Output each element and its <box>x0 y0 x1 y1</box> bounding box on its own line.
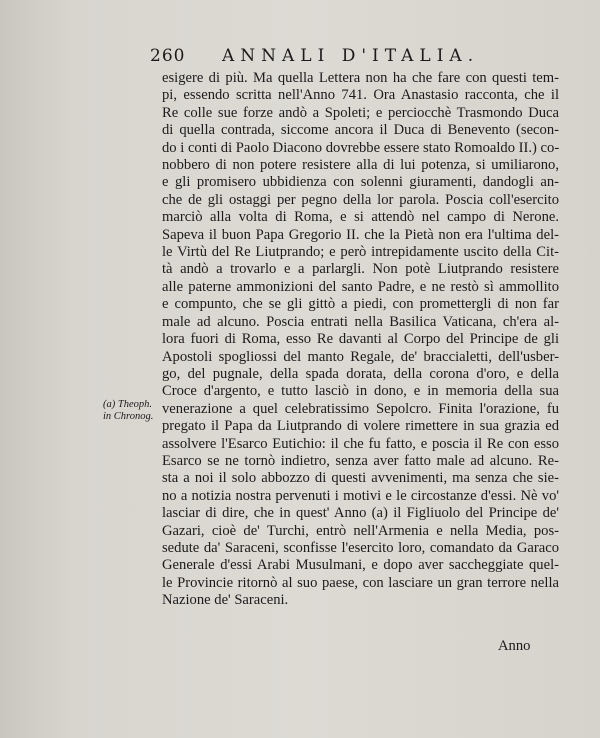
text-line: sedute da' Saraceni, sconfisse l'esercito loro, comandato da Garaco <box>162 539 559 556</box>
text-line: male ad alcuno. Poscia entrati nella Basilica Vaticana, ch'era al- <box>162 313 559 330</box>
text-line: pregato il Papa da Liutprando di volere rimettere in sua grazia ed <box>162 418 559 435</box>
text-line: esigere di più. Ma quella Lettera non ha che fare con questi tem- <box>162 70 559 86</box>
text-line: tà andò a trovarlo e a parlargli. Non potè Liutprando resistere <box>162 261 559 278</box>
text-line: Apostoli spogliossi del manto Regale, de' braccialetti, dell'usber- <box>162 348 559 365</box>
text-line: alle paterne ammonizioni del santo Padre, e ne restò sì ammollito <box>162 278 559 295</box>
page-number: 260 <box>150 46 186 66</box>
margin-note-line: (a) Theoph. <box>103 399 152 410</box>
text-line: go, del pugnale, della spada dorata, della corona d'oro, e della <box>162 365 559 382</box>
text-line: assolvere l'Esarco Eutichio: il che fu fatto, e poscia il Re con esso <box>162 435 559 452</box>
text-line: Generale d'essi Arabi Musulmani, e dopo aver saccheggiate quel- <box>162 557 559 574</box>
text-line: di quella contrada, siccome ancora il Duca di Benevento (secon- <box>162 122 559 139</box>
text-line: e compunto, che se gli gittò a piedi, con promettergli di non far <box>162 296 559 313</box>
margin-note-line: in Chronog. <box>103 411 154 422</box>
running-head <box>150 46 500 70</box>
body-text <box>162 70 559 610</box>
text-line: che de gli ostaggi per pegno della lor parola. Poscia coll'esercito <box>162 191 559 208</box>
text-line: lasciar di dire, che in quest' Anno (a) il Figliuolo del Principe de' <box>162 505 559 522</box>
text-line: pi, essendo scritta nell'Anno 741. Ora Anastasio racconta, che il <box>162 87 559 104</box>
text-line: sta a noi il solo abbozzo di questi avvenimenti, ma senza che sie- <box>162 470 559 487</box>
running-title: ANNALI D'ITALIA. <box>222 46 480 66</box>
text-line: Sapeva il buon Papa Gregorio II. che la Pietà non era l'ultima del- <box>162 226 559 243</box>
catchword: Anno <box>498 638 531 654</box>
text-line: no a notizia nostra pervenuti i motivi e le circostanze d'essi. Nè vo' <box>162 487 559 504</box>
text-line: venerazione a quel celebratissimo Sepolcro. Finita l'orazione, fu <box>162 400 559 417</box>
text-line: Gazari, cioè de' Turchi, entrò nell'Armenia e nella Media, pos- <box>162 522 559 539</box>
text-line: le Virtù del Re Liutprando; e però intrepidamente uscito della Cit- <box>162 244 559 261</box>
margin-note <box>103 399 161 423</box>
text-line: marciò alla volta di Roma, e si attendò nel campo di Nerone. <box>162 209 559 226</box>
text-line: e gli promisero ubbidienza con solenni giuramenti, dandogli an- <box>162 174 559 191</box>
text-line: Croce d'argento, e tutto lasciò in dono, e in memoria della sua <box>162 383 559 400</box>
text-line: lora fuori di Roma, esso Re davanti al Corpo del Principe de gli <box>162 331 559 348</box>
text-line: Esarco se ne tornò indietro, senza aver fatto male ad alcuno. Re- <box>162 452 559 469</box>
text-line: Re colle sue forze andò a Spoleti; e perciocchè Trasmondo Duca <box>162 104 559 121</box>
text-line: nobbero di non potere resistere alla di lui potenza, si umiliarono, <box>162 157 559 174</box>
text-line: do i conti di Paolo Diacono dovrebbe essere stato Romoaldo II.) co- <box>162 139 560 156</box>
text-line: Nazione de' Saraceni. <box>162 592 289 609</box>
text-line: le Provincie ritornò al suo paese, con lasciare un gran terrore nella <box>162 574 559 591</box>
